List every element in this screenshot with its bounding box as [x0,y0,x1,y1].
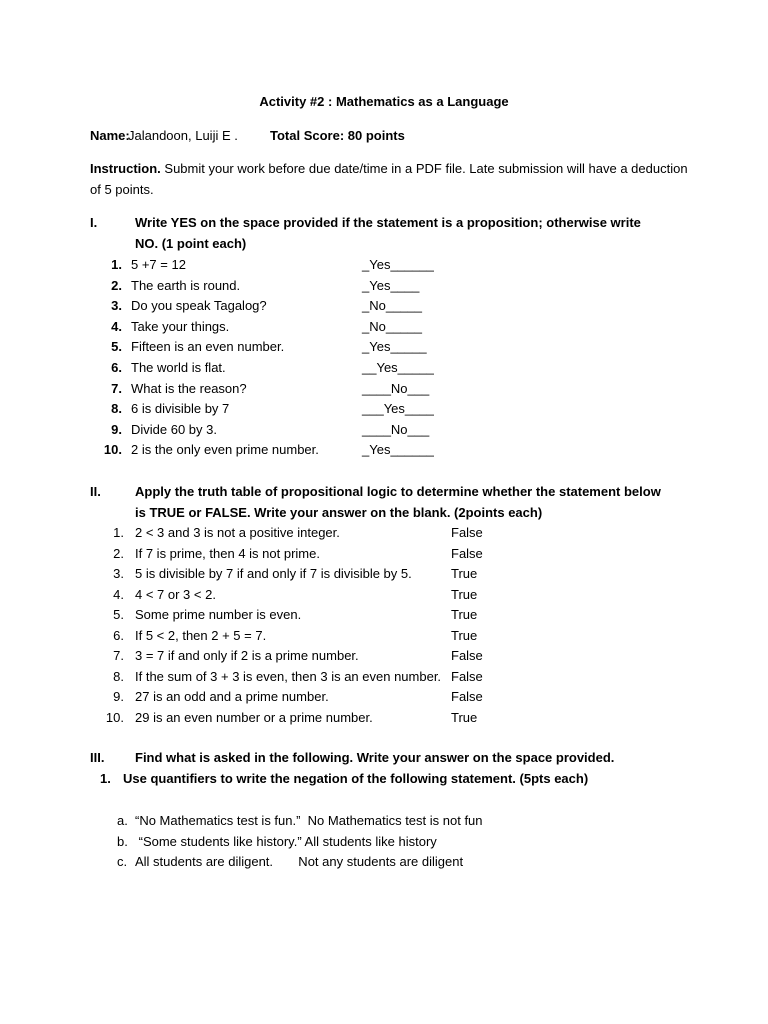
part3-item-text: All students are diligent. Not any students are diligent [135,854,464,869]
part1-item-number: 7. [111,380,122,396]
part3-item-text: “Some students like history.” All students like history [135,833,437,849]
part1-item-text: The world is flat. [131,360,226,375]
part1-item-number: 3. [111,298,122,314]
part1-item-answer: ____No___ [362,421,430,437]
part2-item-number: 6. [113,627,124,643]
part1-item-answer: _Yes_____ [362,339,427,355]
part3-item-text: “No Mathematics test is fun.” No Mathematics test is not fun [135,813,483,828]
part1-item-text: Do you speak Tagalog? [131,298,267,314]
part2-item-answer: True [451,709,478,725]
part2-item-answer: False [451,545,483,561]
part1-item-number: 4. [111,318,122,334]
part1-item-answer: ___Yes____ [362,401,434,417]
part1-item-number: 2. [111,277,122,293]
part1-item-answer: _Yes____ [362,277,420,293]
part1-item-text: 2 is the only even prime number. [131,442,319,458]
part2-item-text: 29 is an even number or a prime number. [135,709,373,725]
part2-item-text: 4 < 7 or 3 < 2. [135,586,216,602]
part2-item-answer: True [451,586,478,602]
part2-item-answer: False [451,648,483,663]
part2-item-number: 10. [105,709,124,725]
part2-item-text: Some prime number is even. [135,607,302,622]
part1-item-text: What is the reason? [131,380,247,396]
part2-item-answer: True [451,566,478,581]
part1-item-text: 5 +7 = 12 [131,257,186,272]
part2-item-number: 5. [113,607,124,622]
part2-item-number: 9. [113,689,124,704]
part2-item-text: 2 < 3 and 3 is not a positive integer. [135,525,340,540]
instruction-paragraph [90,158,690,200]
part3-item-letter: b. [117,833,128,849]
part1-item-answer: ____No___ [362,380,430,396]
part2-item-number: 7. [113,648,124,663]
part2-item-number: 3. [113,566,124,581]
part1-item-number: 9. [111,421,122,437]
name-label: Name: [90,128,130,143]
part2-item-answer: True [451,607,478,622]
part1-item-number: 8. [111,401,122,417]
part1-item-text: Divide 60 by 3. [131,421,217,437]
part3-sub-number: 1. [100,771,111,786]
part3-sub-heading: Use quantifiers to write the negation of the following statement. (5pts each) [123,771,589,786]
part2-item-number: 1. [113,525,124,540]
part2-item-text: If 5 < 2, then 2 + 5 = 7. [135,627,267,643]
part2-heading: Apply the truth table of propositional logic to determine whether the statement below is TRUE or FALSE. Write your answer on the blank. (2points each) [135,484,661,520]
part2-item-text: 3 = 7 if and only if 2 is a prime number. [135,648,359,663]
part1-item-text: Fifteen is an even number. [131,339,285,355]
part1-item-answer: _Yes______ [362,442,434,458]
part3-item-letter: c. [117,854,128,869]
part2-item-text: 5 is divisible by 7 if and only if 7 is divisible by 5. [135,566,412,581]
part2-numeral: II. [90,484,101,499]
total-score: Total Score: 80 points [270,128,405,143]
part1-item-text: Take your things. [131,318,230,334]
part1-numeral: I. [90,215,98,230]
instruction-text: Submit your work before due date/time in a PDF file. Late submission will have a deduction of 5 points. [90,161,688,197]
part2-item-answer: False [451,689,483,704]
part2-item-number: 2. [113,545,124,561]
part1-item-answer: __Yes_____ [362,360,434,375]
part2-item-text: If 7 is prime, then 4 is not prime. [135,545,320,561]
part2-item-number: 4. [113,586,124,602]
part3-heading: Find what is asked in the following. Write your answer on the space provided. [135,750,615,765]
instruction-label: Instruction. [90,161,161,176]
part2-item-answer: True [451,627,478,643]
part2-item-number: 8. [113,668,124,684]
part2-item-text: If the sum of 3 + 3 is even, then 3 is an even number. [135,668,442,684]
part3-item-letter: a. [117,813,128,828]
part1-heading: Write YES on the space provided if the statement is a proposition; otherwise write NO. (1 point each) [135,215,641,251]
part2-item-answer: False [451,668,483,684]
part2-item-answer: False [451,525,483,540]
part1-item-answer: _Yes______ [362,257,434,272]
part1-item-number: 6. [111,360,122,375]
part1-item-number: 10. [103,442,122,458]
part1-item-number: 5. [111,339,122,355]
student-name: Jalandoon, Luiji E . [128,128,238,143]
part1-item-answer: _No_____ [362,298,422,314]
part1-item-text: 6 is divisible by 7 [131,401,230,417]
part1-item-number: 1. [111,257,122,272]
part1-item-answer: _No_____ [362,318,422,334]
part2-item-text: 27 is an odd and a prime number. [135,689,329,704]
part1-item-text: The earth is round. [131,277,241,293]
document-title: Activity #2 : Mathematics as a Language [259,94,509,109]
part3-numeral: III. [90,750,105,765]
